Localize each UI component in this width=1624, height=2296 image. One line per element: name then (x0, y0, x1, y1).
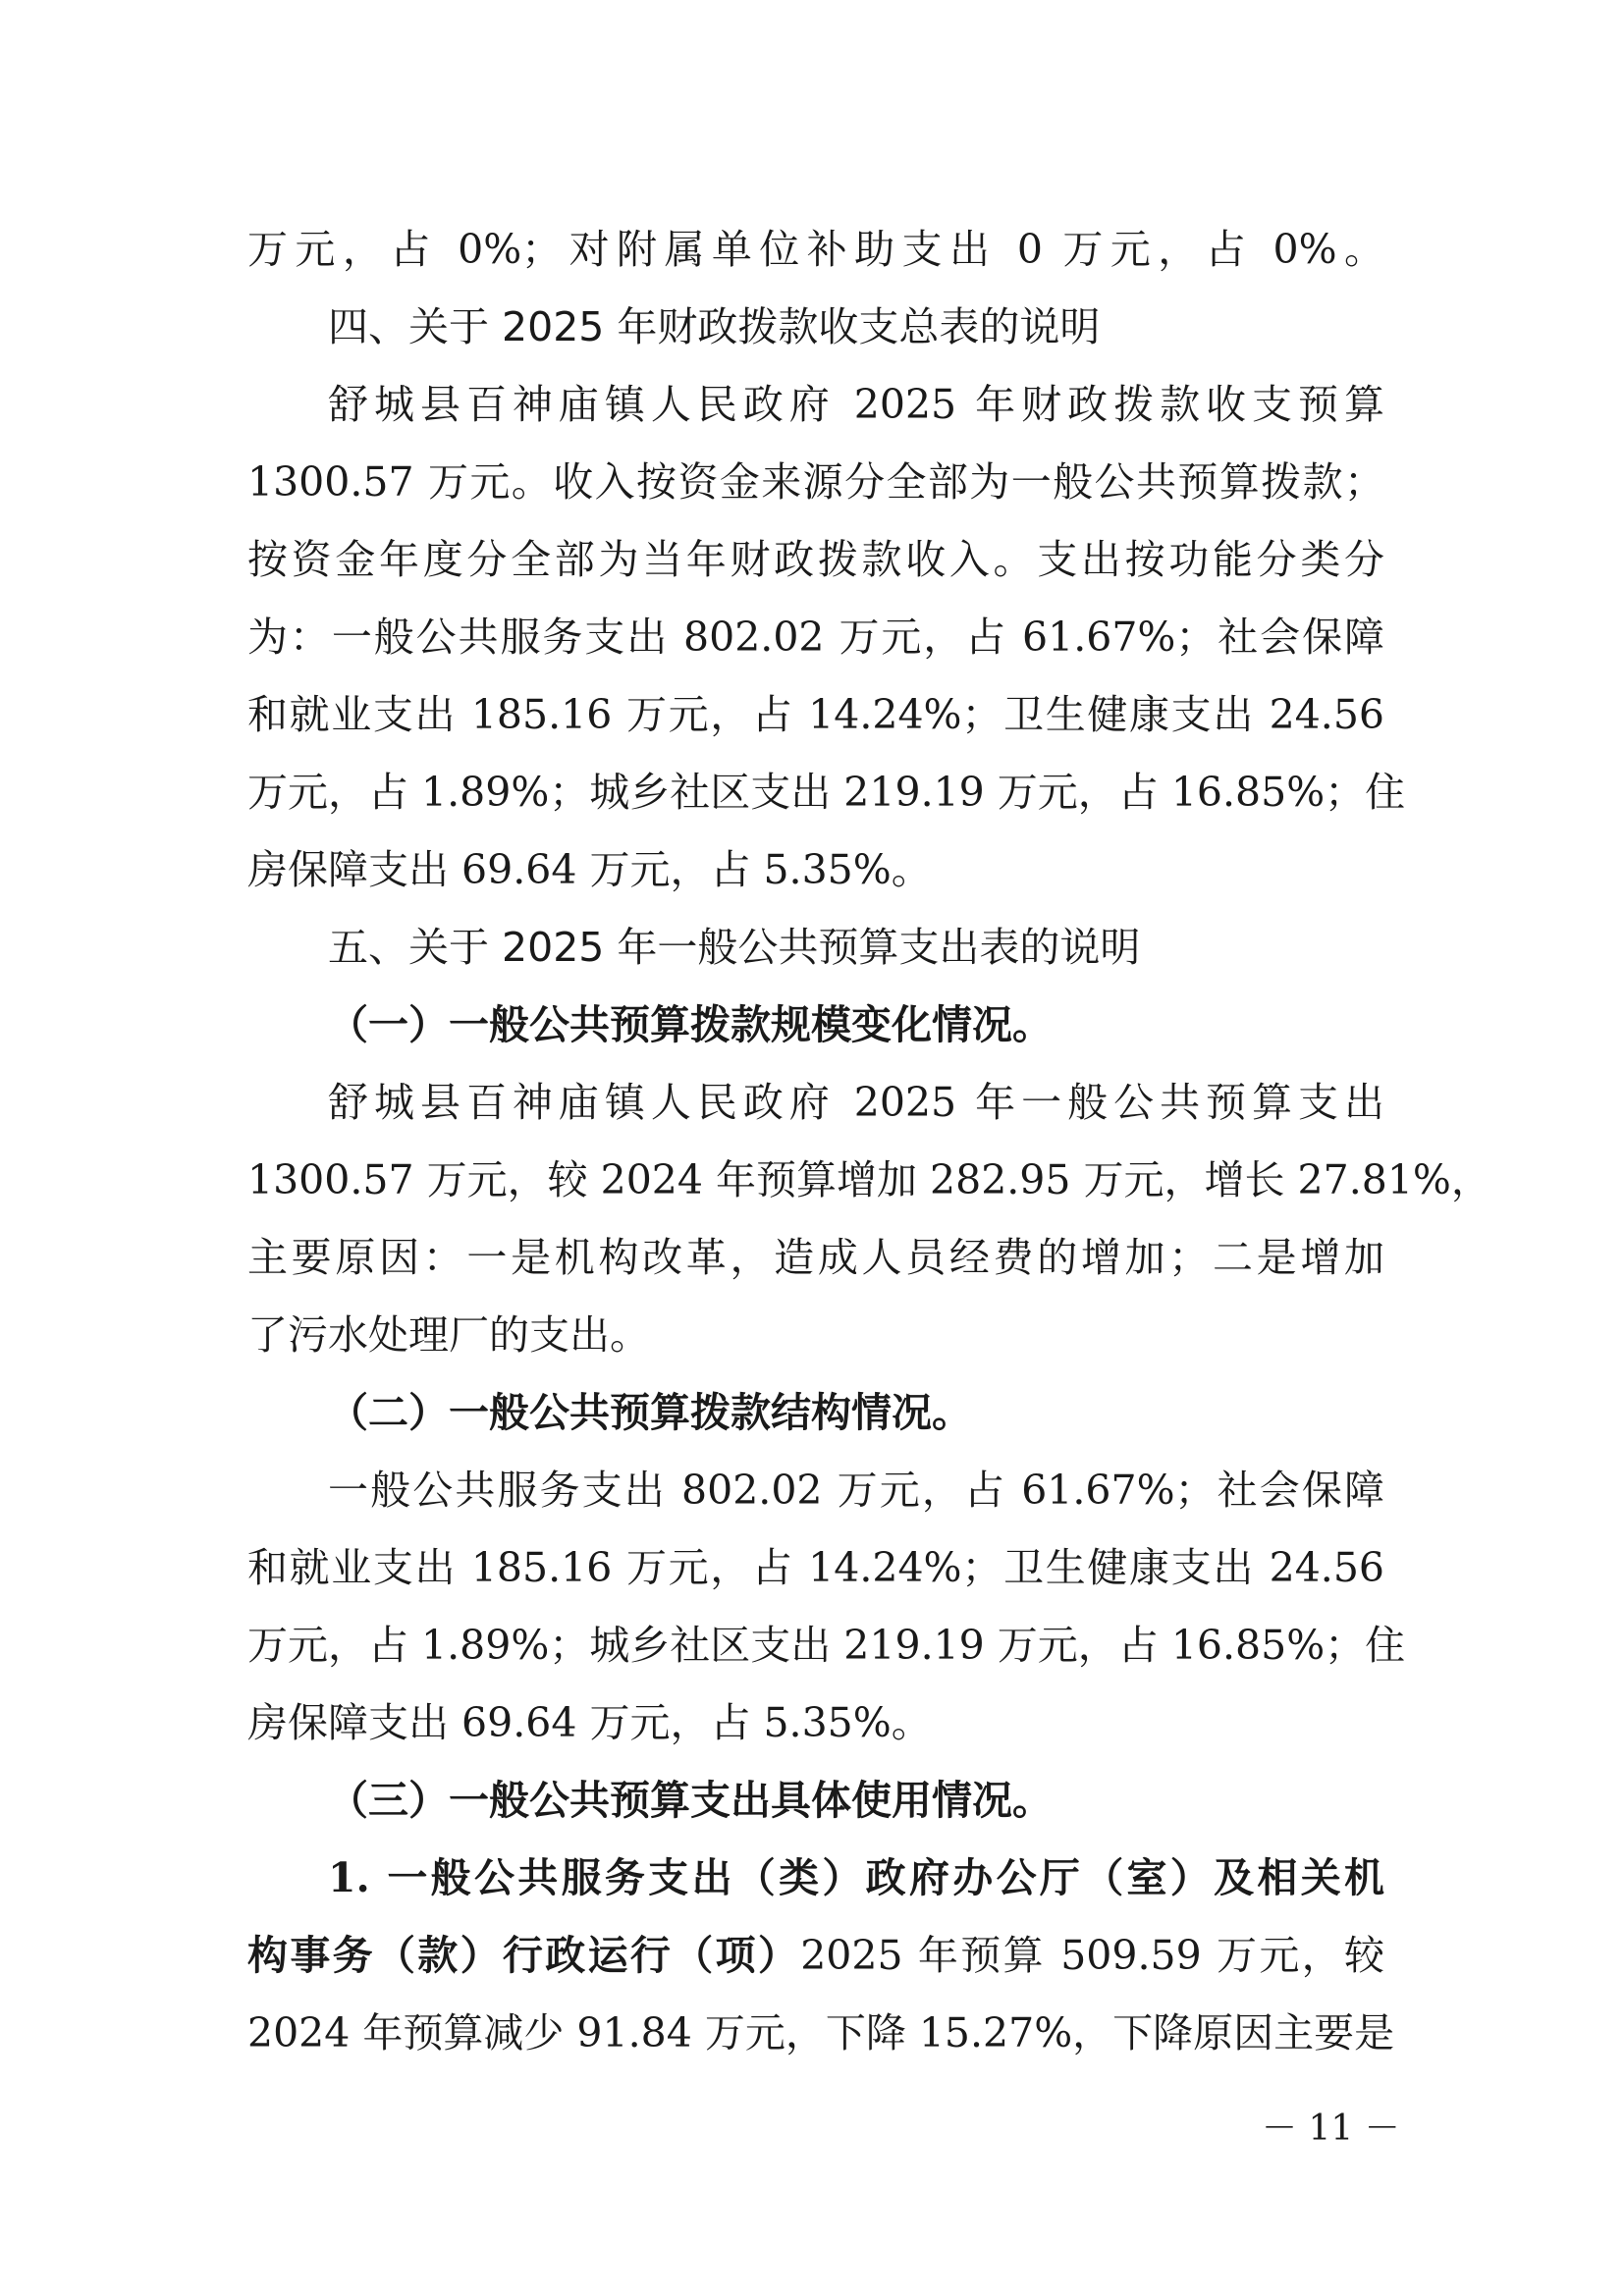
paragraph-line: 主要原因：一是机构改革，造成人员经费的增加；二是增加 (247, 1234, 1384, 1281)
paragraph-line: 舒城县百神庙镇人民政府 2025 年财政拨款收支预算 (328, 381, 1384, 428)
paragraph-line: 万元，占 1.89%；城乡社区支出 219.19 万元，占 16.85%；住 (247, 769, 1406, 816)
section-heading-five: 五、关于 2025 年一般公共预算支出表的说明 (328, 924, 1141, 971)
paragraph-line: 万元，占 1.89%；城乡社区支出 219.19 万元，占 16.85%；住 (247, 1622, 1406, 1669)
paragraph-line: 房保障支出 69.64 万元，占 5.35%。 (247, 1699, 932, 1746)
section-heading-four: 四、关于 2025 年财政拨款收支总表的说明 (328, 303, 1101, 350)
paragraph-line: 1300.57 万元，较 2024 年预算增加 282.95 万元，增长 27.81%， (247, 1156, 1491, 1203)
paragraph-line: 舒城县百神庙镇人民政府 2025 年一般公共预算支出 (328, 1079, 1384, 1126)
document-page (247, 211, 1491, 2072)
paragraph-line: 一般公共服务支出 802.02 万元，占 61.67%；社会保障 (328, 1467, 1384, 1514)
subsection-heading-two: （二）一般公共预算拨款结构情况。 (328, 1389, 972, 1436)
item-one-line (247, 1917, 1384, 1995)
subsection-heading-three: （三）一般公共预算支出具体使用情况。 (328, 1777, 1053, 1824)
item-one-text: 2025 年预算 509.59 万元，较 (800, 1932, 1385, 1979)
paragraph-line: 万元，占 0%；对附属单位补助支出 0 万元，占 0%。 (247, 226, 1384, 273)
paragraph-line: 为：一般公共服务支出 802.02 万元，占 61.67%；社会保障 (247, 614, 1384, 661)
item-one-title-tail: 构事务（款）行政运行（项） (247, 1932, 801, 1979)
paragraph-line: 了污水处理厂的支出。 (247, 1311, 650, 1359)
paragraph-line: 1300.57 万元。收入按资金来源分全部为一般公共预算拨款； (247, 458, 1384, 506)
subsection-heading-one: （一）一般公共预算拨款规模变化情况。 (328, 1001, 1053, 1048)
paragraph-line: 和就业支出 185.16 万元，占 14.24%；卫生健康支出 24.56 (247, 691, 1384, 738)
paragraph-line: 和就业支出 185.16 万元，占 14.24%；卫生健康支出 24.56 (247, 1544, 1384, 1591)
item-one-heading-line: 1. 一般公共服务支出（类）政府办公厅（室）及相关机 (328, 1854, 1384, 1901)
paragraph-line: 2024 年预算减少 91.84 万元，下降 15.27%，下降原因主要是 (247, 2009, 1395, 2056)
paragraph-line: 房保障支出 69.64 万元，占 5.35%。 (247, 846, 932, 893)
paragraph-line: 按资金年度分全部为当年财政拨款收入。支出按功能分类分 (247, 536, 1384, 583)
page-number: － 11 － (1262, 2109, 1400, 2149)
